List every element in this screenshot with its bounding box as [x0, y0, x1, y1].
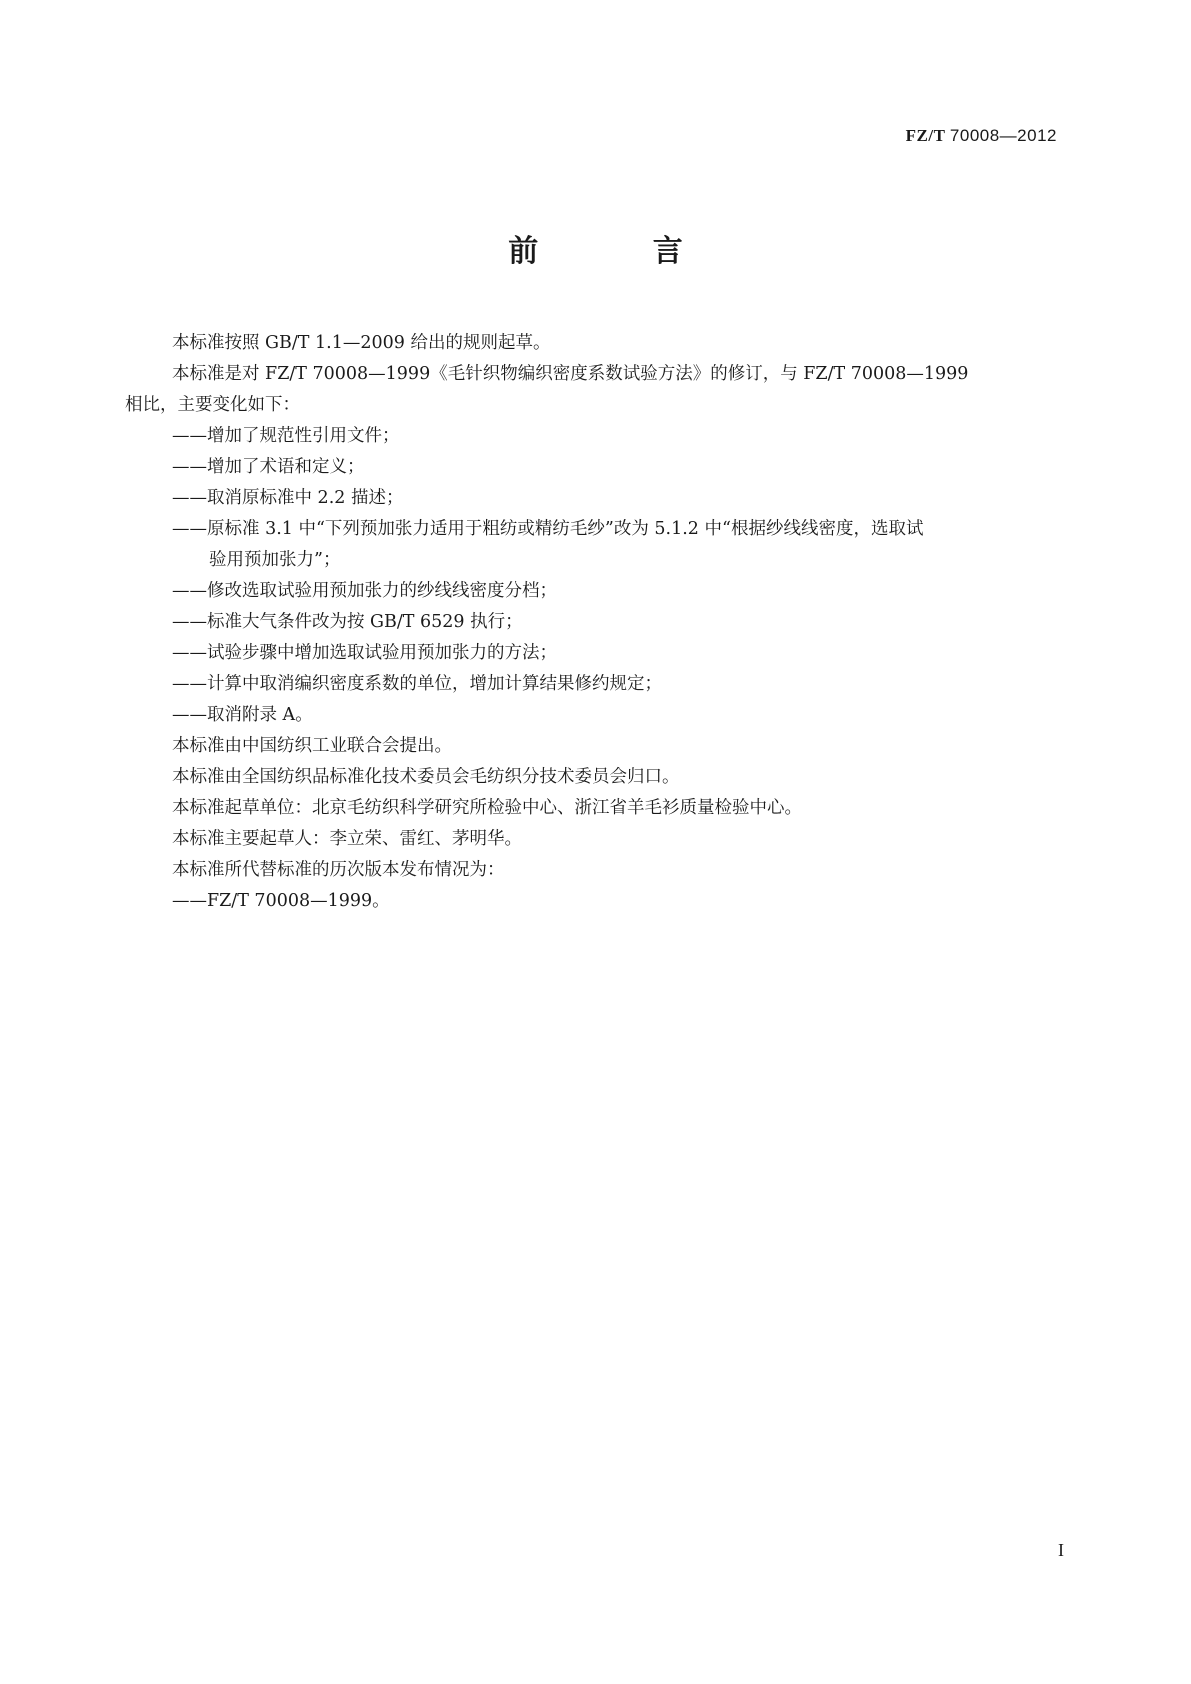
- list-item: ——修改选取试验用预加张力的纱线线密度分档；: [172, 581, 557, 601]
- paragraph: 本标准起草单位：北京毛纺织科学研究所检验中心、浙江省羊毛衫质量检验中心。: [172, 798, 802, 818]
- paragraph: 本标准是对 FZ/T 70008—1999《毛针织物编织密度系数试验方法》的修订，与 FZ/T 70008—1999: [172, 364, 969, 384]
- document-body: [125, 328, 1068, 917]
- list-item: ——取消附录 A。: [172, 705, 313, 725]
- list-item: ——原标准 3.1 中“下列预加张力适用于粗纺或精纺毛纱”改为 5.1.2 中“根据纱线线密度，选取试: [172, 519, 924, 539]
- paragraph: 本标准由全国纺织品标准化技术委员会毛纺织分技术委员会归口。: [172, 767, 680, 787]
- paragraph: 本标准按照 GB/T 1.1—2009 给出的规则起草。: [172, 333, 551, 353]
- standard-code-number: 70008—2012: [949, 126, 1057, 145]
- standard-code: [906, 126, 1057, 146]
- list-item: ——增加了规范性引用文件；: [172, 426, 400, 446]
- list-item: ——取消原标准中 2.2 描述；: [172, 488, 404, 508]
- list-item: ——FZ/T 70008—1999。: [172, 891, 390, 911]
- list-item: ——增加了术语和定义；: [172, 457, 365, 477]
- paragraph: 本标准由中国纺织工业联合会提出。: [172, 736, 452, 756]
- list-item: ——试验步骤中增加选取试验用预加张力的方法；: [172, 643, 557, 663]
- paragraph: 本标准主要起草人：李立荣、雷红、茅明华。: [172, 829, 522, 849]
- list-item: ——计算中取消编织密度系数的单位，增加计算结果修约规定；: [172, 674, 662, 694]
- paragraph-continuation: 相比，主要变化如下：: [125, 395, 300, 415]
- list-item: ——标准大气条件改为按 GB/T 6529 执行；: [172, 612, 523, 632]
- page-number: I: [1058, 1540, 1064, 1560]
- standard-code-prefix: FZ/T: [905, 126, 946, 145]
- paragraph: 本标准所代替标准的历次版本发布情况为：: [172, 860, 505, 880]
- list-item-continuation: 验用预加张力”；: [209, 550, 341, 570]
- page-title: 前 言: [508, 234, 735, 269]
